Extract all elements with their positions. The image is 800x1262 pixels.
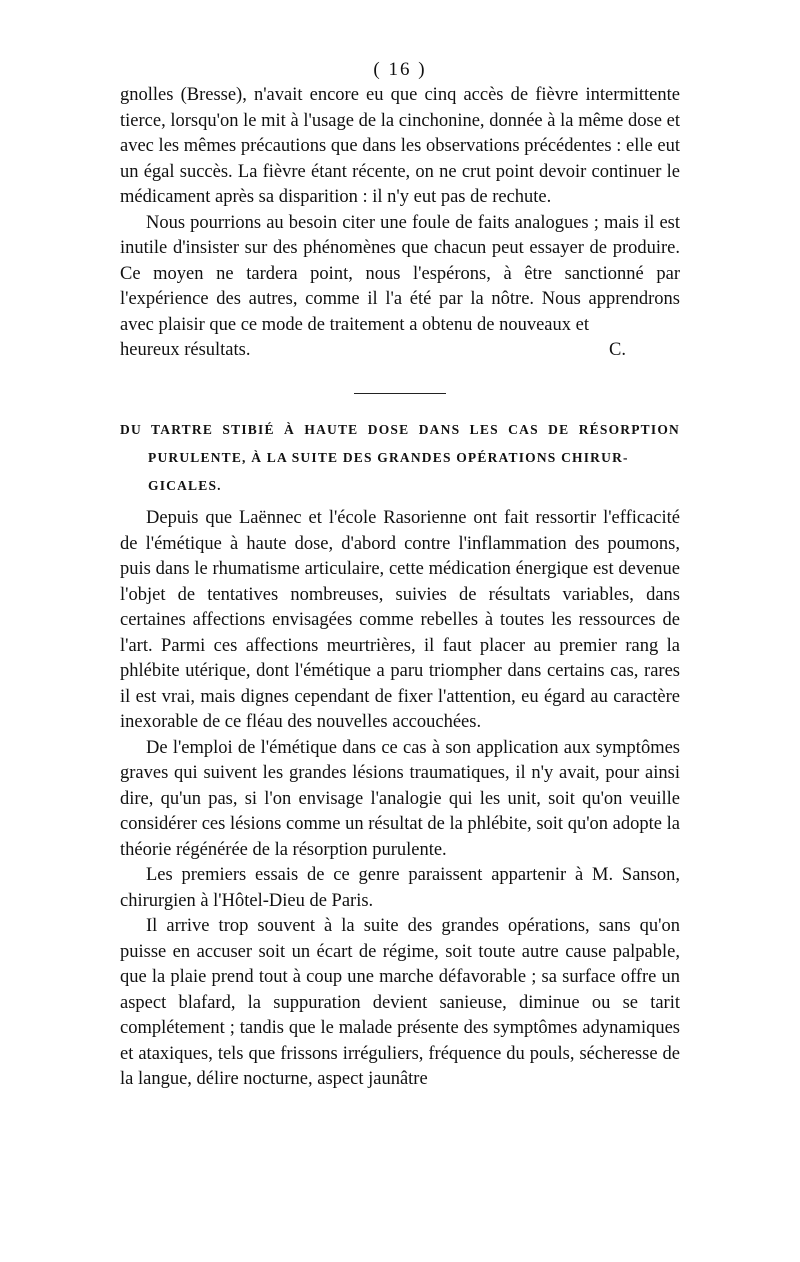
author-signature: C. xyxy=(609,340,626,360)
article-body xyxy=(120,506,680,1093)
heading-line: GICALES. xyxy=(148,478,222,493)
page-number: ( 16 ) xyxy=(373,59,427,80)
heading-line: PURULENTE, À LA SUITE DES GRANDES OPÉRATIONS CHIRUR- xyxy=(148,450,629,465)
heading-line: DU TARTRE STIBIÉ À HAUTE DOSE DANS LES CAS DE RÉSORPTION xyxy=(120,422,680,437)
section-divider xyxy=(354,393,446,394)
paragraph: Nous pourrions au besoin citer une foule de faits analogues ; mais il est inutile d'insister sur des phénomènes que chacun peut essayer de produire. Ce moyen ne tardera point, nous l'espérons, à être sanctionné par l'expérience des autres, comme il l'a été par la nôtre. Nous apprendrons avec plaisir que ce mode de traitement a obtenu de nouveaux et xyxy=(120,212,680,335)
paragraph-end: heureux résultats. xyxy=(120,340,251,360)
article-heading xyxy=(120,416,680,500)
closing-line xyxy=(120,338,680,364)
paragraph: gnolles (Bresse), n'avait encore eu que cinq accès de fièvre intermittente tierce, lorsqu'on le mit à l'usage de la cinchonine, donnée à la même dose et avec les mêmes précautions que dans les observations précédentes : elle eut un égal succès. La fièvre étant récente, on ne crut point devoir continuer le médicament après sa disparition : il n'y eut pas de rechute. xyxy=(120,85,680,207)
paragraph: Les premiers essais de ce genre paraissent appartenir à M. Sanson, chirurgien à l'Hôtel-Dieu de Paris. xyxy=(120,865,680,911)
paragraph: Depuis que Laënnec et l'école Rasorienne ont fait ressortir l'efficacité de l'émétique à haute dose, d'abord contre l'inflammation des poumons, puis dans le rhumatisme articulaire, cette médication énergique est devenue l'objet de tentatives nombreuses, suivies de résultats variables, dans certaines affections envisagées comme rebelles à toutes les ressources de l'art. Parmi ces affections meurtrières, il faut placer au premier rang la phlébite utérique, dont l'émétique a paru triompher dans certains cas, rares il est vrai, mais dignes cependant de fixer l'attention, eu égard au caractère inexorable de ce fléau des nouvelles accouchées. xyxy=(120,508,680,732)
previous-article-ending xyxy=(120,83,680,364)
paragraph: Il arrive trop souvent à la suite des grandes opérations, sans qu'on puisse en accuser soit un écart de régime, soit toute autre cause palpable, que la plaie prend tout à coup une marche défavorable ; sa surface offre un aspect blafard, la suppuration devient sanieuse, diminue ou se tarit complétement ; tandis que le malade présente des symptômes adynamiques et ataxiques, tels que frissons irréguliers, fréquence du pouls, sécheresse de la langue, délire nocturne, aspect jaunâtre xyxy=(120,916,680,1089)
paragraph: De l'emploi de l'émétique dans ce cas à son application aux symptômes graves qui suivent les grandes lésions traumatiques, il n'y avait, pour ainsi dire, qu'un pas, si l'on envisage l'analogie qui les unit, soit qu'on veuille considérer ces lésions comme un résultat de la phlébite, soit qu'on adopte la théorie régénérée de la résorption purulente. xyxy=(120,737,680,860)
